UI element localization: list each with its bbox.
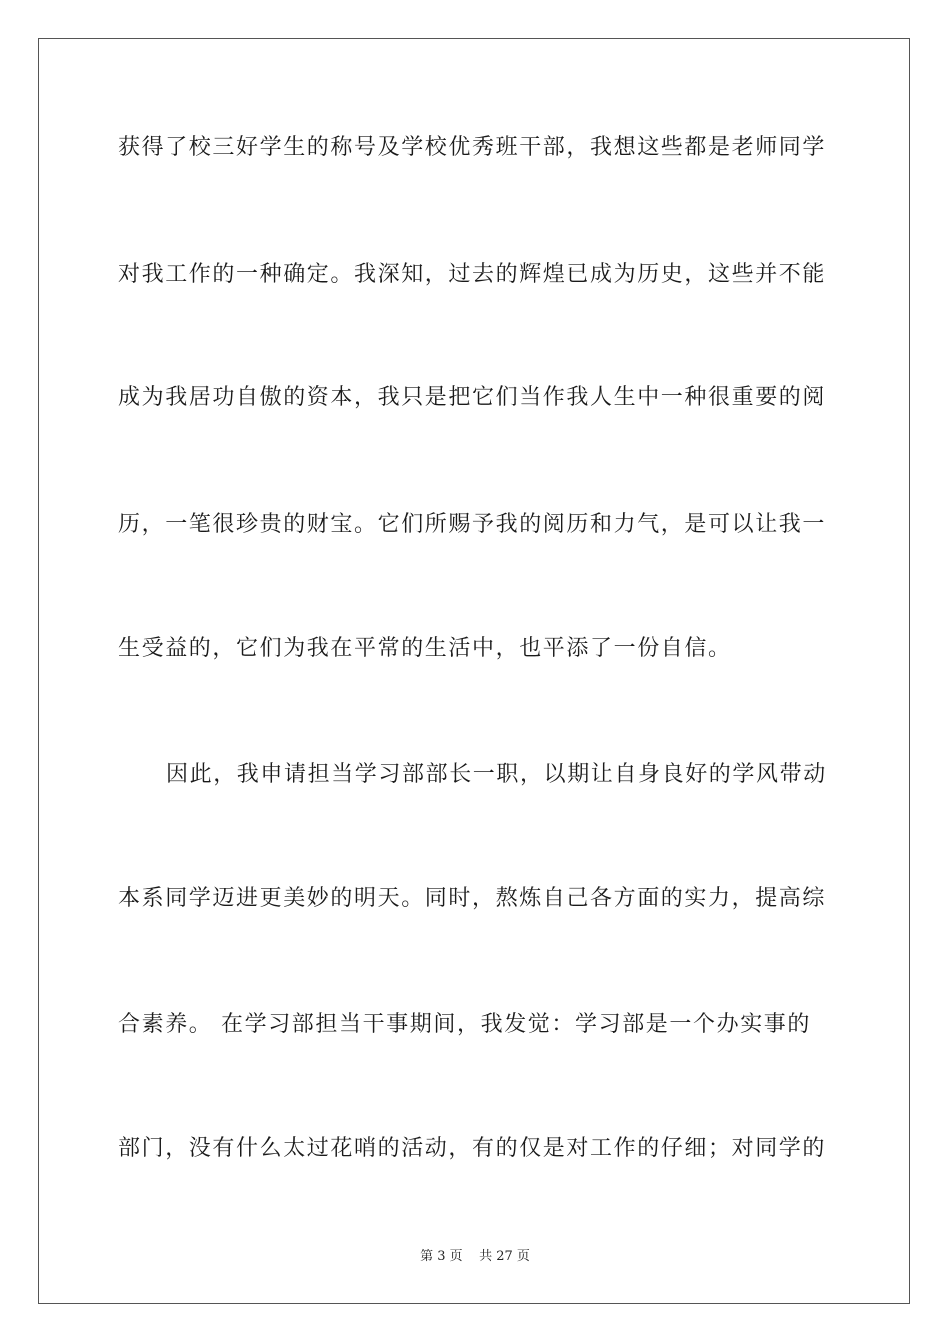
text-line: 对我工作的一种确定。我深知，过去的辉煌已成为历史，这些并不能: [118, 262, 827, 287]
text-line: 历，一笔很珍贵的财宝。它们所赐予我的阅历和力气，是可以让我一: [118, 512, 827, 537]
text-line: 本系同学迈进更美妙的明天。同时，熬炼自己各方面的实力，提高综: [118, 886, 827, 911]
text-line: 成为我居功自傲的资本，我只是把它们当作我人生中一种很重要的阅: [118, 385, 827, 410]
text-line: 部门，没有什么太过花哨的活动，有的仅是对工作的仔细；对同学的: [118, 1136, 827, 1161]
page-number-footer: 第 3 页 共 27 页: [420, 1249, 530, 1264]
page-frame: [38, 38, 910, 1304]
paragraph-first-line: 因此，我申请担当学习部部长一职，以期让自身良好的学风带动: [166, 762, 827, 787]
text-line: 生受益的，它们为我在平常的生活中，也平添了一份自信。: [118, 636, 732, 661]
text-line: 获得了校三好学生的称号及学校优秀班干部，我想这些都是老师同学: [118, 135, 827, 160]
text-line: 合素养。 在学习部担当干事期间，我发觉：学习部是一个办实事的: [118, 1012, 811, 1037]
